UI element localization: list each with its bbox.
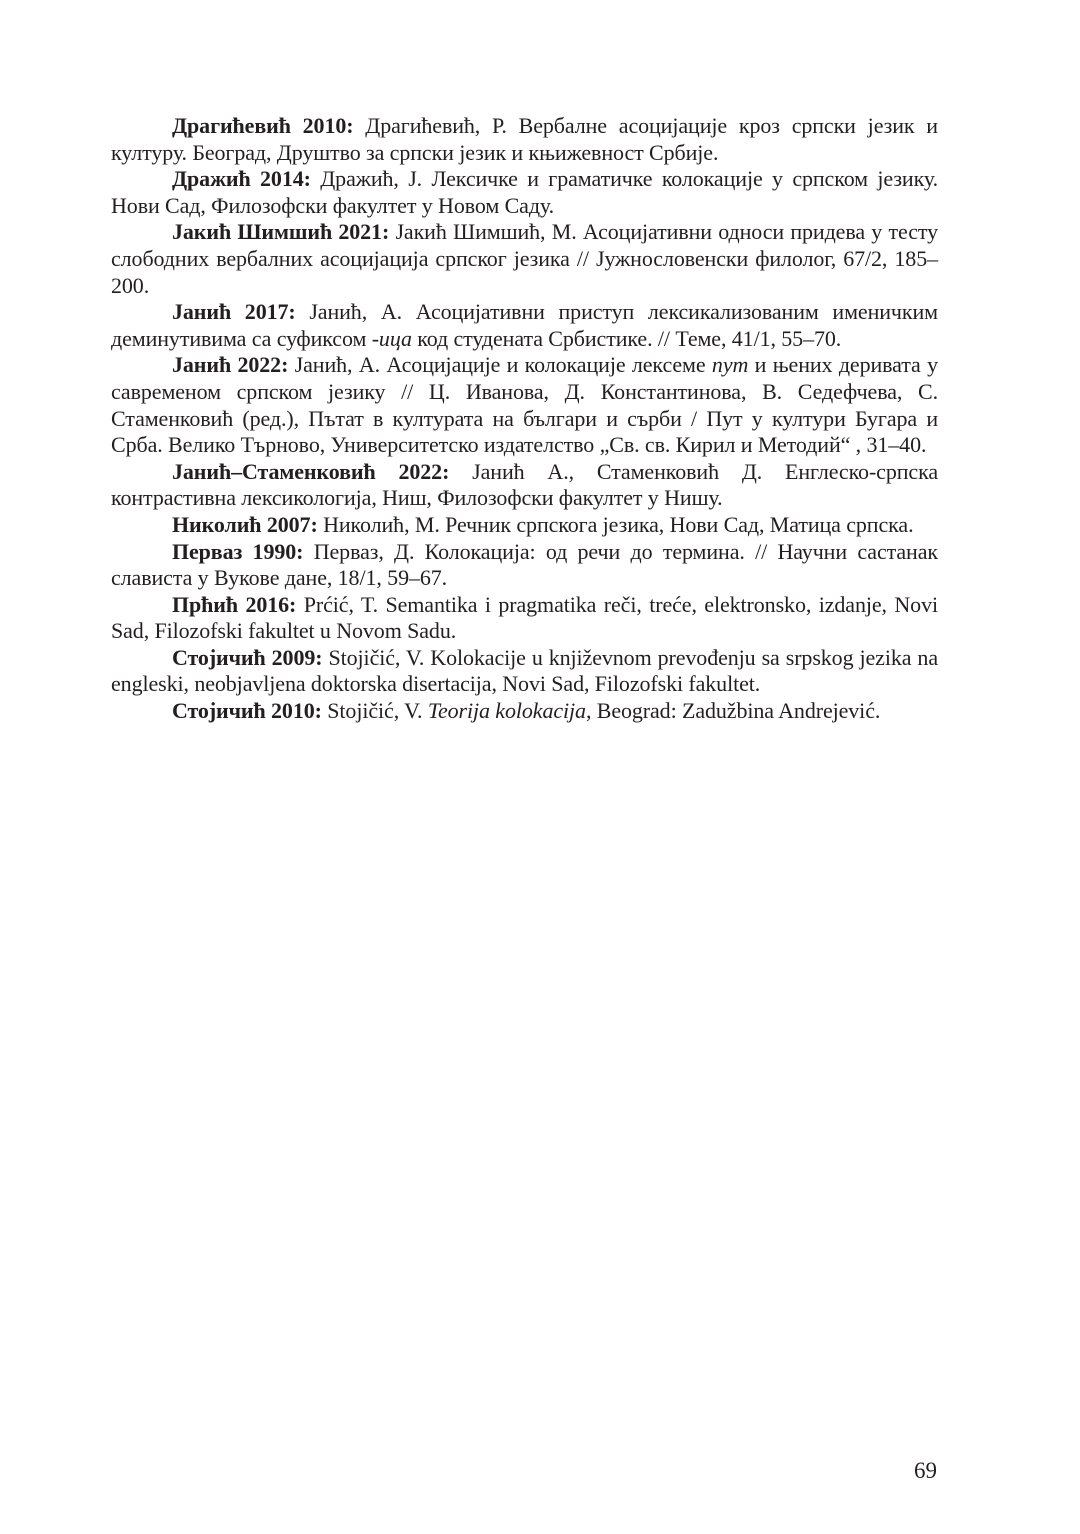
reference-text: Stojičić, V. — [321, 698, 428, 724]
reference-text: Stojičić, V. Kolokacije u književnom prevođenju sa srpskog jezika na engleski, neobjavljena doktorska disertacija, Novi Sad, Filozofski fakultet. — [111, 644, 938, 697]
reference-entry — [111, 592, 938, 645]
reference-key: Дражић 2014: — [172, 166, 311, 192]
reference-text: и њених деривата у савременом српском језику // Ц. Иванова, Д. Константинова, В. Седефчева, С. Стаменковић (ред.), Пътат в културата на българи и сърби / Пут у култури Бугара и Срба. Велико Търново, Университетско издателство „Св. св. Кирил и Методий“ , 31–40. — [111, 352, 938, 458]
reference-entry — [111, 219, 938, 299]
reference-text: Јанић А., Стаменковић Д. Енглеско-српска контрастивна лексикологија, Ниш, Филозофски факултет у Нишу. — [111, 458, 939, 511]
reference-text: , Beograd: Zadužbina Andrejević. — [585, 698, 881, 724]
reference-key: Јанић 2022: — [172, 352, 289, 378]
reference-key: Јанић 2017: — [172, 299, 296, 325]
reference-entry — [111, 113, 938, 166]
reference-entry — [111, 698, 938, 725]
reference-key: Драгићевић 2010: — [172, 113, 354, 138]
reference-entry — [111, 512, 938, 539]
reference-text: Јанић, А. Асоцијативни приступ лексикализованим именичким деминутивима са суфиксом — [111, 299, 938, 351]
bibliography — [111, 113, 938, 725]
reference-key: Јанић–Стаменковић 2022: — [172, 458, 450, 484]
reference-entry — [111, 352, 938, 458]
reference-entry — [111, 299, 938, 352]
reference-key: Стојичић 2009: — [172, 644, 323, 670]
reference-entry — [111, 166, 938, 219]
reference-entry — [111, 459, 938, 512]
reference-text: Јанић, А. Асоцијације и колокације лексеме — [288, 352, 712, 378]
reference-key: Стојичић 2010: — [172, 698, 322, 724]
reference-key: Николић 2007: — [172, 511, 318, 537]
reference-italic: -ица — [371, 325, 412, 351]
reference-key: Прћић 2016: — [172, 591, 297, 617]
reference-italic: Teorija kolokacija — [427, 698, 586, 724]
reference-text: Јакић Шимшић, М. Асоцијативни односи придева у тесту слободних вербалних асоцијација српског језика // Јужнословенски филолог, 67/2, 185–200. — [111, 219, 938, 298]
reference-text: Николић, М. Речник српскога језика, Нови Сад, Матица српска. — [317, 511, 914, 537]
reference-text: код студената Србистике. // Теме, 41/1, 55–70. — [411, 325, 842, 351]
reference-text: Prćić, T. Semantika i pragmatika reči, treće, elektronsko, izdanje, Novi Sad, Filozofski fakultet u Novom Sadu. — [111, 591, 938, 644]
reference-text: Драгићевић, Р. Вербалне асоцијације кроз српски језик и културу. Београд, Друштво за српски језик и књижевност Србије. — [111, 113, 938, 165]
reference-entry — [111, 645, 938, 698]
reference-entry — [111, 539, 938, 592]
reference-italic: пут — [711, 352, 749, 378]
reference-text: Дражић, Ј. Лексичке и граматичке колокације у српском језику. Нови Сад, Филозофски факултет у Новом Саду. — [111, 166, 938, 218]
reference-key: Перваз 1990: — [172, 538, 304, 564]
reference-text: Перваз, Д. Колокација: од речи до термина. // Научни састанак слависта у Вукове дане, 18/1, 59–67. — [111, 538, 938, 591]
reference-key: Јакић Шимшић 2021: — [172, 219, 390, 245]
page-number: 69 — [914, 1458, 937, 1483]
